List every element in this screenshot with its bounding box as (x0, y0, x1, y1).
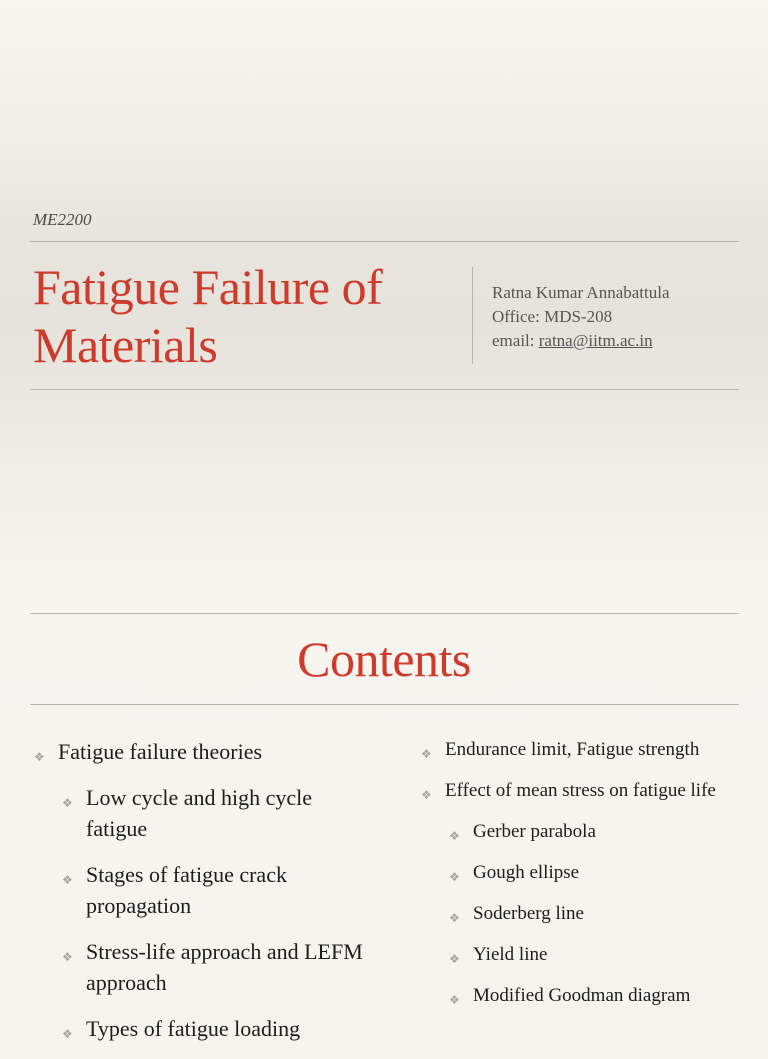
vertical-divider (472, 267, 473, 364)
email-link[interactable]: ratna@iitm.ac.in (538, 331, 653, 350)
contents-bottom-rule (30, 704, 739, 705)
course-code: ME2200 (33, 210, 92, 229)
diamond-bullet-icon: ❖ (62, 796, 73, 810)
diamond-bullet-icon: ❖ (421, 747, 432, 761)
list-item-label: Types of fatigue loading (86, 1016, 301, 1041)
diamond-bullet-icon: ❖ (449, 952, 460, 966)
list-item (62, 782, 378, 844)
list-item (449, 859, 765, 887)
diamond-bullet-icon: ❖ (62, 950, 73, 964)
diamond-bullet-icon: ❖ (449, 870, 460, 884)
diamond-bullet-icon: ❖ (449, 993, 460, 1007)
email-label: email: (492, 331, 539, 350)
list-item-label: Gerber parabola (473, 821, 596, 842)
list-item-label: Yield line (473, 944, 548, 965)
list-item-label: Endurance limit, Fatigue strength (445, 739, 700, 760)
list-item (421, 777, 765, 805)
list-item (449, 900, 765, 928)
list-item-label: Stages of fatigue crack propagation (86, 862, 287, 918)
author-email-row (492, 329, 670, 353)
diamond-bullet-icon: ❖ (62, 1027, 73, 1041)
list-item (34, 736, 378, 767)
diamond-bullet-icon: ❖ (421, 788, 432, 802)
right-contents-list (421, 736, 765, 1023)
list-item-label: Stress-life approach and LEFM approach (86, 939, 363, 995)
contents-heading: Contents (297, 631, 471, 687)
list-item-label: Effect of mean stress on fatigue life (445, 780, 716, 801)
contents-top-rule (30, 613, 739, 614)
bottom-rule (30, 389, 739, 390)
list-item (449, 982, 765, 1010)
list-item (449, 941, 765, 969)
list-item-label: Gough ellipse (473, 862, 580, 883)
list-item (449, 818, 765, 846)
author-info (492, 281, 670, 353)
author-office: Office: MDS-208 (492, 307, 613, 326)
slide-title: Fatigue Failure of Materials (33, 259, 383, 373)
diamond-bullet-icon: ❖ (449, 829, 460, 843)
list-item-label: Modified Goodman diagram (473, 985, 691, 1006)
list-item-label: Low cycle and high cycle fatigue (86, 785, 313, 841)
diamond-bullet-icon: ❖ (449, 911, 460, 925)
list-item (421, 736, 765, 764)
diamond-bullet-icon: ❖ (34, 750, 45, 764)
list-item (62, 1013, 378, 1044)
diamond-bullet-icon: ❖ (62, 873, 73, 887)
list-item-label: Soderberg line (473, 903, 584, 924)
author-name: Ratna Kumar Annabattula (492, 283, 670, 302)
list-item (62, 936, 378, 998)
left-contents-list (34, 736, 378, 1059)
top-rule (30, 241, 739, 242)
list-item (62, 859, 378, 921)
list-item-label: Fatigue failure theories (58, 739, 263, 764)
